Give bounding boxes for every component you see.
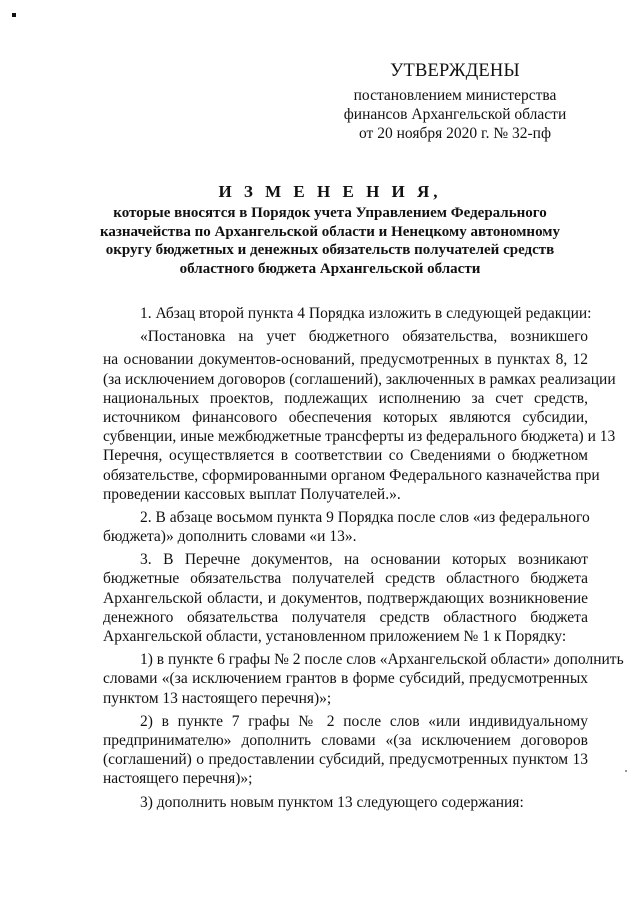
approval-line: финансов Архангельской области: [343, 106, 567, 123]
quote-line: субвенции, иные межбюджетные трансферты из федерального бюджета) и 13: [103, 428, 616, 446]
scan-dot: [625, 770, 627, 772]
document-title: [90, 180, 570, 278]
scan-mark: [12, 13, 16, 17]
document-body: [103, 304, 624, 812]
quote-line: на основании документов-оснований, предусмотренных в пунктах 8, 12: [103, 351, 588, 369]
approval-block: [330, 60, 580, 143]
item-1-line: 1) в пункте 6 графы № 2 после слов «Архангельской области» дополнить: [140, 651, 624, 669]
approval-line: постановлением министерства: [353, 87, 557, 104]
paragraph-3-line: Архангельской области, и документов, подтверждающих возникновение: [103, 589, 588, 607]
approval-line: от 20 ноября 2020 г. № 32-пф: [359, 125, 551, 142]
paragraph-2-line: бюджета)» дополнить словами «и 13».: [103, 528, 357, 546]
item-1-line: пунктом 13 настоящего перечня)»;: [103, 689, 332, 707]
document-subtitle-line: округу бюджетных и денежных обязательств получателей средств: [105, 242, 555, 259]
paragraph-3-line: 3. В Перечне документов, на основании которых возникают: [140, 551, 588, 569]
document-heading: И З М Е Н Е Н И Я,: [218, 182, 442, 201]
quote-line: национальных проектов, подлежащих исполнению за счет средств,: [103, 389, 588, 407]
paragraph-3-line: бюджетные обязательства получателей средств областного бюджета: [103, 570, 588, 588]
item-2-line: предпринимателю» дополнить словами «(за исключением договоров: [103, 731, 588, 749]
item-2-line: настоящего перечня)»;: [103, 770, 253, 788]
paragraph-3-line: Архангельской области, установленном приложением № 1 к Порядку:: [103, 628, 567, 645]
document-subtitle-line: которые вносятся в Порядок учета Управлением Федерального: [113, 205, 547, 221]
item-1-line: словами «(за исключением грантов в форме субсидий, предусмотренных: [103, 670, 588, 688]
paragraph-3-line: денежного обязательства получателя средств областного бюджета: [103, 608, 588, 626]
quote-line: Перечня, осуществляется в соответствии со Сведениями о бюджетном: [103, 447, 588, 465]
item-2-line: (соглашений) о предоставлении субсидий, предусмотренных пунктом 13: [103, 751, 588, 769]
item-2-line: 2) в пункте 7 графы № 2 после слов «или индивидуальному: [140, 712, 588, 730]
document-subtitle-line: казначейства по Архангельской области и Ненецкому автономному: [99, 223, 561, 240]
quote-line: проведении кассовых выплат Получателей.».: [103, 485, 401, 503]
quote-line: (за исключением договоров (соглашений), заключенных в рамках реализации: [103, 370, 616, 388]
paragraph-2-line: 2. В абзаце восьмом пункта 9 Порядка после слов «из федерального: [140, 508, 590, 526]
paragraph-1-line: 1. Абзац второй пункта 4 Порядка изложить в следующей редакции:: [140, 305, 592, 322]
document-subtitle-line: областного бюджета Архангельской области: [179, 260, 481, 277]
quote-line: источником финансового обеспечения которых являются субсидии,: [103, 408, 588, 426]
approval-title: УТВЕРЖДЕНЫ: [390, 61, 520, 81]
item-3-line: 3) дополнить новым пунктом 13 следующего содержания:: [140, 793, 524, 811]
quote-line: обязательстве, сформированными органом Федерального казначейства при: [103, 466, 600, 484]
quote-line: «Постановка на учет бюджетного обязательства, возникшего: [140, 328, 588, 346]
